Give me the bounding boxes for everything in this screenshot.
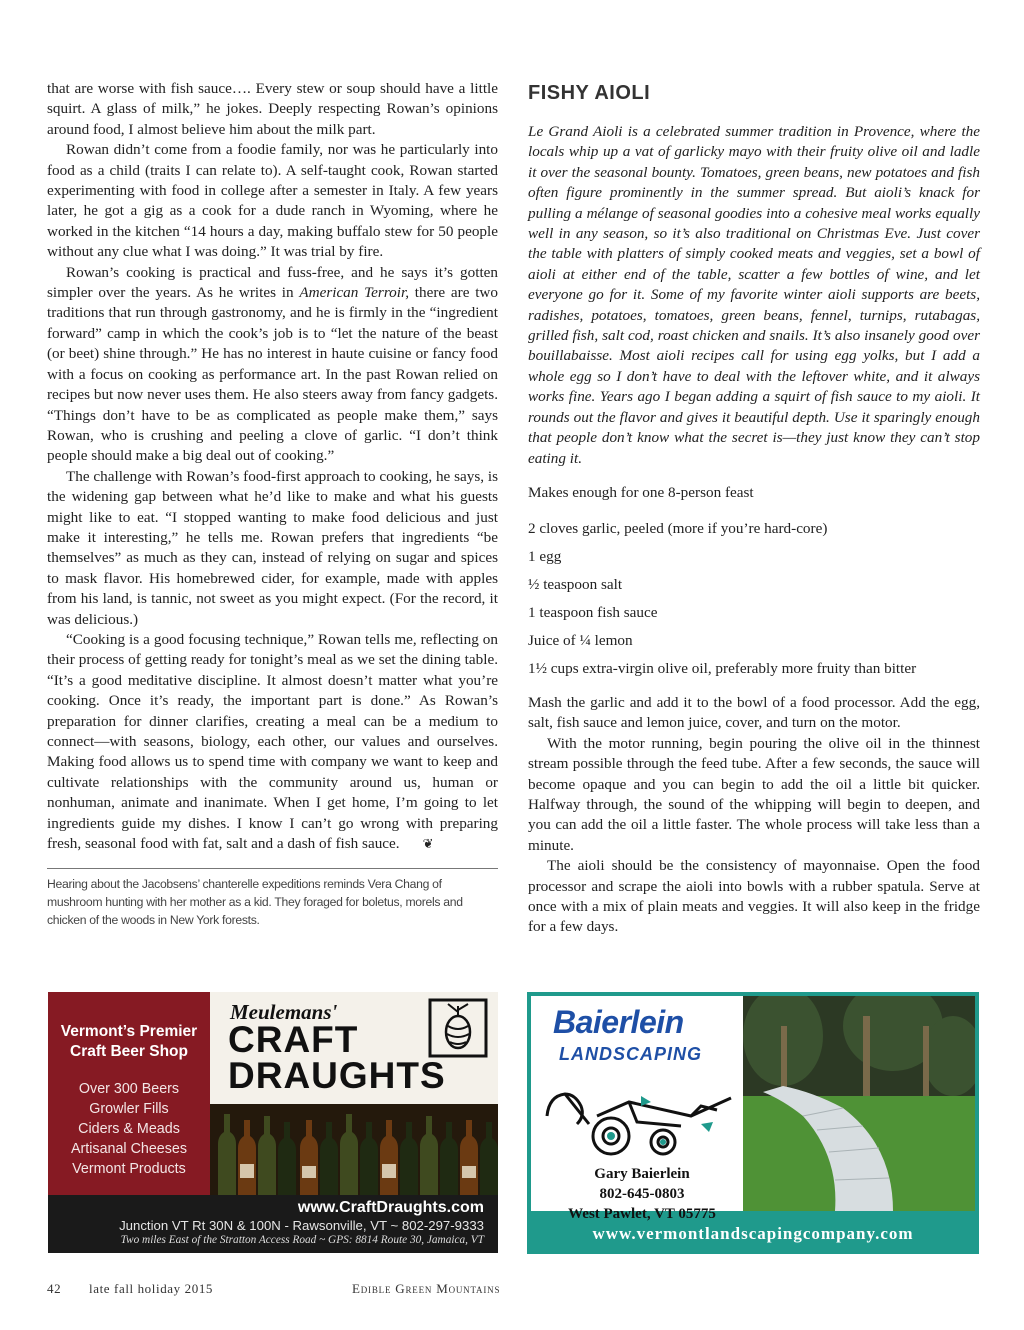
ad-feature-list — [48, 1079, 210, 1179]
ad-website-link[interactable]: www.CraftDraughts.com — [297, 1199, 484, 1216]
ingredient-item: Juice of ¼ lemon — [528, 631, 633, 649]
page-footer — [47, 1281, 500, 1297]
ad-headline-line: Vermont’s Premier — [60, 1023, 198, 1040]
ad-feature: Ciders & Meads — [78, 1121, 180, 1137]
end-mark-icon: ❦ — [422, 836, 434, 852]
logo-word: CRAFT — [228, 1019, 359, 1060]
method-step: The aioli should be the consistency of mayonnaise. Open the food processor and scrape the aioli into bowls with a rubber spatula. Serve at once with a mix of plain meats and veggies. It will also keep in the fridge for a few days. — [528, 857, 980, 936]
ad-contact-bar — [48, 1195, 498, 1253]
ingredient-item: 1½ cups extra-virgin olive oil, preferably more fruity than bitter — [528, 659, 917, 677]
baierlein-landscaping-ad[interactable] — [527, 992, 979, 1254]
ingredient-list — [528, 515, 980, 683]
landscape-photo — [743, 996, 975, 1211]
contact-phone: 802-645-0803 — [599, 1186, 685, 1202]
logo-brand: Meulemans' — [230, 1000, 338, 1024]
page-number: 42 — [47, 1281, 62, 1296]
ad-feature: Vermont Products — [72, 1161, 186, 1177]
recipe-intro: Le Grand Aioli is a celebrated summer tradition in Provence, where the locals whip up a vat of garlicky mayo with their fruity olive oil and ladle it over the seasonal bounty. Tomatoes, green beans, new potatoes and fish often figure prominently in the summer spread. But aioli’s knack for pulling a mélange of seasonal goodies into a cohesive meal works equally well in any season, so it’s also traditional on Christmas Eve. Just cover the table with platters of simply cooked meats and veggies, set a bowl of aioli at either end of the table, scatter a few bottles of wine, and let everyone go for it. Some of my favorite winter aioli supports are beets, radishes, potatoes, tomatoes, green beans, fennel, turnips, rutabagas, grilled fish, salt cod, roast chicken and snails. It’s also insanely good over bouillabaisse. Most aioli recipes call for using egg yolks, but I add a whole egg so I don’t have to deal with the leftover white, and it always works fine. Years ago I began adding a squirt of fish sauce to my aioli. It rounds out the flavor and gives it beautiful depth. Use it sparingly enough that people don’t know what the secret is—they just know they can’t stop eating it. — [528, 123, 980, 467]
ad-feature: Over 300 Beers — [78, 1081, 180, 1097]
photo-caption — [47, 868, 498, 929]
ad-panel — [531, 996, 975, 1222]
craft-draughts-ad[interactable] — [48, 992, 498, 1253]
hop-emblem-icon — [428, 998, 488, 1058]
article-paragraph — [47, 263, 498, 467]
ad-feature-panel — [48, 992, 210, 1195]
ad-contact-block — [547, 1164, 737, 1224]
garden-path-photo — [743, 996, 975, 1211]
article-paragraph: Rowan didn’t come from a foodie family, nor was he particularly into food as a child (traits I can relate to). A self-taught cook, Rowan started experimenting with food in college after a semester in Italy. A few years later, he got a gig as a cook for a dude ranch in Wyoming, where he worked in the kitchen “14 hours a day, making buffalo stew for 50 people without any clue what I was doing.” It was trial by fire. — [47, 141, 498, 261]
paragraph-text: “Cooking is a good focusing technique,” Rowan tells me, reflecting on their process of getting ready for tonight’s meal as we set the dining table. “It’s a good meditative discipline. It almost doesn’t matter what you’re cooking. Once it’s ready, the important part is done.” As Rowan’s preparation for dinner clarifies, creating a meal can be a medium to connect—with seasons, biology, each other, our values and ourselves. Making food allows us to spend time with company we want to keep and cultivate relationships with the community around us, human or nonhuman, animate and inanimate. When I get home, I’m going to let ingredients guide my dishes. I know I can’t go wrong with preparing fresh, seasonal food with fat, salt and a dash of fish sauce. — [47, 630, 498, 853]
ad-feature: Artisanal Cheeses — [70, 1141, 188, 1157]
ad-headline-line: Craft Beer Shop — [70, 1043, 188, 1060]
backhoe-illustration-icon — [541, 1076, 741, 1166]
paragraph-text: Rowan’s cooking is practical and fuss-free, and he says it’s gotten simpler over the years. As he writes in — [47, 263, 498, 302]
landscaping-logo: Baierlein — [553, 1004, 684, 1040]
recipe-title: FISHY AIOLI — [528, 82, 651, 104]
ingredient-item: 2 cloves garlic, peeled (more if you’re hard-core) — [528, 519, 828, 537]
paragraph-text: there are two traditions that run through gastronomy, and he is firmly in the “ingredient forward” camp in which the cook’s job is to “let the nature of the beast (or beet) shine through.” He has no interest in haute cuisine or fancy food with a focus on cooking as performance art. In the past Rowan relied on recipes but now never uses them. He also steers away from fancy gadgets. “Things don’t have to be as complicated as people make them,” says Rowan, who is crushing and peeling a clove of garlic. “I don’t think people should make a big deal out of cooking.” — [47, 284, 498, 465]
magazine-name: Edible Green Mountains — [352, 1281, 501, 1296]
ad-feature: Growler Fills — [89, 1101, 169, 1117]
contact-name: Gary Baierlein — [594, 1166, 690, 1182]
ad-headline — [48, 1022, 210, 1062]
craft-draughts-logo — [210, 992, 498, 1104]
recipe-method — [528, 693, 980, 938]
article-paragraph: that are worse with fish sauce…. Every stew or soup should have a little squirt. A glass of milk,” he jokes. Deeply respecting Rowan’s opinions around food, I almost believe him about the milk part. — [47, 80, 498, 138]
book-title: American Terroir, — [299, 284, 410, 302]
ingredient-item: 1 teaspoon fish sauce — [528, 603, 658, 621]
article-paragraph: The challenge with Rowan’s food-first approach to cooking, he says, is the widening gap between what he’d like to make and what his guests might like to eat. “I stopped wanting to make food delicious and just make it interesting,” he tells me. Rowan prefers that ingredients “be themselves” as much as they can, instead of relying on sugar and spices to mask flavor. His homebrewed cider, for example, made with apples from his land, is tannic, not sweet as you might expect. (For the record, it was delicious.) — [47, 467, 498, 628]
ad-directions: Two miles East of the Stratton Access Road ~ GPS: 8814 Route 30, Jamaica, VT — [120, 1234, 484, 1246]
contact-city: West Pawlet, VT 05775 — [568, 1206, 716, 1222]
beer-bottles-photo — [210, 1104, 498, 1195]
recipe-yield: Makes enough for one 8-person feast — [528, 483, 754, 501]
issue-label: late fall holiday 2015 — [89, 1281, 214, 1296]
method-step: Mash the garlic and add it to the bowl of a food processor. Add the egg, salt, fish sauce and lemon juice, cover, and turn on the motor. — [528, 693, 980, 732]
caption-text: Hearing about the Jacobsens’ chanterelle expeditions reminds Vera Chang of mushroom hunting with her mother as a kid. They foraged for boletus, morels and chicken of the woods in New York forests. — [47, 877, 463, 928]
ingredient-item: ½ teaspoon salt — [528, 575, 623, 593]
article-paragraph — [47, 630, 498, 854]
landscaping-logo-subtitle: LANDSCAPING — [559, 1044, 703, 1064]
article-column — [47, 79, 498, 929]
method-step: With the motor running, begin pouring the olive oil in the thinnest stream possible through the feed tube. After a few seconds, the sauce will become opaque and you can begin to add the oil a little bit quicker. Halfway through, the sound of the whipping will begin to deepen, and you can add the oil a little faster. The whole process will take less than a minute. — [528, 734, 980, 854]
ad-address: Junction VT Rt 30N & 100N - Rawsonville, VT ~ 802-297-9333 — [119, 1218, 484, 1233]
recipe-column — [528, 79, 980, 938]
ingredient-item: 1 egg — [528, 547, 562, 565]
ad-website-link[interactable]: www.vermontlandscapingcompany.com — [592, 1224, 914, 1243]
logo-word: DRAUGHTS — [228, 1055, 446, 1096]
